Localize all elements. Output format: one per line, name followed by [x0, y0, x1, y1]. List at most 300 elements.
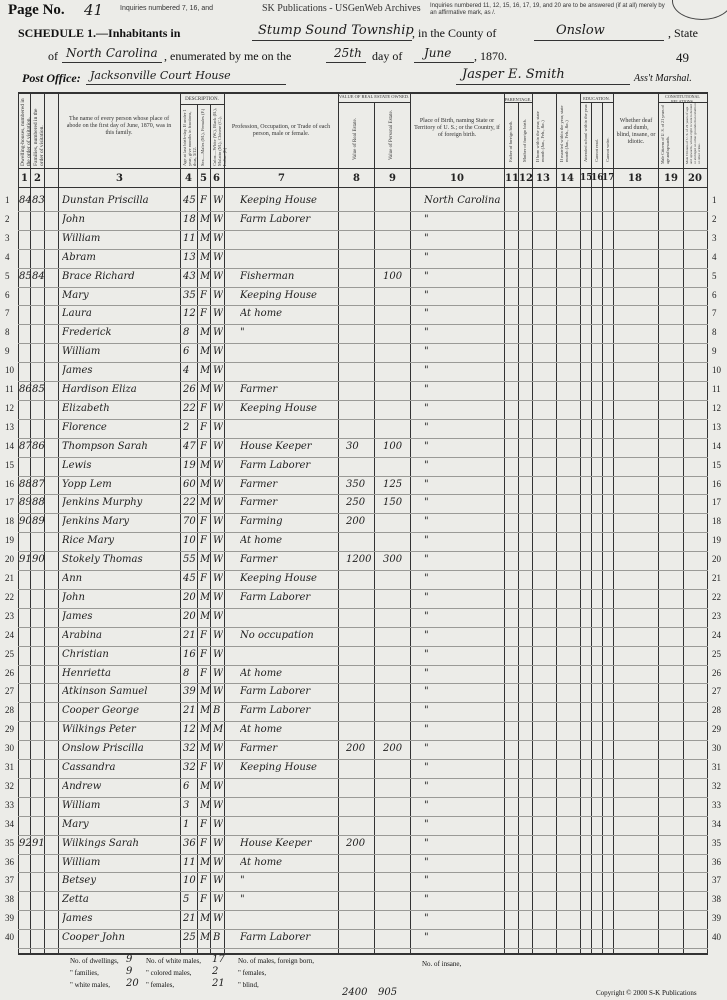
person-sex: F [200, 289, 207, 301]
birthplace: " [424, 705, 429, 717]
person-color: W [213, 516, 224, 528]
person-name: Christian [62, 648, 109, 660]
person-sex: F [200, 516, 207, 528]
birthplace: North Carolina [424, 195, 501, 206]
person-sex: F [200, 440, 207, 452]
line-number-right: 10 [712, 365, 721, 376]
occupation: Farm Laborer [240, 932, 311, 944]
col-line [197, 105, 198, 954]
column-number: 17 [602, 173, 615, 183]
column-number: 3 [116, 173, 123, 184]
person-sex: F [200, 762, 207, 773]
col-line [180, 92, 181, 954]
family-number: 90 [32, 554, 45, 566]
col-deaf-header: Whether deaf and dumb, blind, insane, or idiotic. [616, 118, 656, 145]
line-number-right: 38 [712, 894, 721, 905]
person-age: 11 [183, 856, 196, 868]
line-number-left: 38 [5, 894, 14, 905]
person-color: W [213, 384, 224, 395]
line-number-right: 20 [712, 554, 721, 565]
person-sex: F [200, 648, 207, 660]
row-rule [18, 929, 708, 930]
county-underline [534, 40, 664, 41]
occupation: Fisherman [240, 270, 295, 282]
birthplace: " [424, 289, 429, 301]
person-color: W [213, 402, 224, 414]
person-name: Dunstan Priscilla [62, 195, 149, 206]
col-school-header: Attended school within the year. [583, 103, 588, 162]
line-number-left: 29 [5, 724, 14, 735]
person-color: W [213, 497, 224, 509]
footer-white-males-label: No. of white males, [146, 957, 202, 965]
line-number-right: 26 [712, 667, 721, 678]
row-rule [18, 551, 708, 552]
birthplace: " [424, 932, 429, 944]
row-rule [18, 249, 708, 250]
line-number-right: 40 [712, 932, 721, 943]
line-number-left: 26 [5, 667, 14, 678]
row-rule [18, 513, 708, 514]
person-age: 10 [183, 535, 196, 547]
birthplace: " [424, 629, 429, 641]
person-age: 20 [183, 591, 196, 603]
col-line [338, 92, 339, 954]
occupation: Keeping House [240, 289, 317, 301]
occupation: Farmer [240, 743, 278, 755]
footer-females-label: " females, [238, 969, 267, 977]
row-rule [18, 872, 708, 873]
family-number: 91 [32, 837, 45, 849]
real-estate-value: 30 [346, 440, 359, 452]
person-name: Elizabeth [62, 402, 110, 414]
occupation: Farm Laborer [240, 591, 311, 603]
col-sex-header: Sex.—Males (M.), Females (F.) [200, 108, 205, 166]
person-age: 43 [183, 270, 196, 282]
col-line [410, 92, 411, 954]
year: , 1870. [474, 49, 507, 63]
county-label: , in the County of [412, 26, 497, 40]
person-name: Rice Mary [62, 535, 115, 547]
person-sex: F [200, 573, 207, 584]
footer-dwellings: 9 [126, 954, 133, 965]
person-age: 3 [183, 799, 190, 811]
person-color: W [213, 573, 224, 584]
occupation: Farm Laborer [240, 686, 311, 698]
line-number-right: 12 [712, 402, 721, 413]
person-sex: M [200, 459, 211, 471]
row-rule [18, 797, 708, 798]
line-number-left: 13 [5, 421, 14, 432]
column-number: 6 [213, 173, 220, 184]
line-number-left: 17 [5, 497, 14, 508]
birthplace: " [424, 799, 429, 811]
column-number: 10 [450, 173, 464, 184]
occupation: Keeping House [240, 762, 317, 773]
line-number-left: 35 [5, 837, 14, 848]
table-bottom-border [18, 953, 708, 955]
row-rule [18, 419, 708, 420]
person-name: Stokely Thomas [62, 554, 143, 566]
line-number-left: 3 [5, 232, 10, 243]
person-color: W [213, 421, 224, 433]
real-estate-value: 200 [346, 837, 366, 849]
person-name: John [62, 591, 85, 603]
person-name: Cassandra [62, 762, 116, 773]
col-line [504, 92, 505, 954]
line-number-left: 2 [5, 213, 10, 224]
person-age: 45 [183, 195, 196, 206]
person-age: 21 [183, 629, 196, 641]
person-name: Ann [62, 573, 83, 584]
line-number-right: 35 [712, 837, 721, 848]
person-age: 21 [183, 913, 196, 925]
col-real-estate-header: Value of Real Estate. [353, 118, 358, 160]
day-of-label: day of [372, 49, 403, 63]
line-number-right: 18 [712, 516, 721, 527]
person-sex: M [200, 705, 211, 717]
person-color: B [213, 932, 221, 944]
person-sex: F [200, 875, 207, 887]
birthplace: " [424, 724, 429, 736]
line-number-left: 36 [5, 856, 14, 867]
row-rule [18, 400, 708, 401]
row-rule [18, 646, 708, 647]
person-age: 22 [183, 402, 196, 414]
personal-estate-value: 150 [383, 497, 403, 509]
row-rule [18, 683, 708, 684]
col-mother-foreign-header: Mother of foreign birth. [522, 119, 527, 162]
col-line [556, 92, 557, 954]
line-number-right: 4 [712, 251, 717, 262]
dwelling-number: 86 [19, 384, 32, 395]
line-number-left: 16 [5, 478, 14, 489]
line-number-left: 15 [5, 459, 14, 470]
person-sex: M [200, 856, 211, 868]
footer-insane-label: No. of insane, [422, 960, 462, 968]
person-color: W [213, 743, 224, 755]
line-number-right: 11 [712, 384, 721, 394]
person-color: W [213, 251, 224, 263]
col-born-within-year-header: If born within the year, state month (Jan., Feb., &c.) [535, 111, 545, 162]
birthplace: " [424, 365, 429, 377]
line-number-right: 7 [712, 308, 717, 319]
birthplace: " [424, 818, 429, 830]
footer-white-females: 20 [126, 978, 139, 989]
person-age: 32 [183, 762, 196, 773]
person-name: James [62, 610, 93, 622]
footer-dwellings-label: No. of dwellings, [70, 957, 119, 965]
col-color-header: Color.—White (W.), Black (B.), Mulatto (M.), Chinese (C.), Indian (I.) [212, 108, 227, 166]
row-rule [18, 948, 708, 949]
line-number-right: 9 [712, 346, 717, 357]
col-value-header: VALUE OF REAL ESTATE OWNED. [338, 94, 410, 99]
birthplace: " [424, 213, 429, 225]
person-name: John [62, 213, 85, 225]
line-number-right: 19 [712, 535, 721, 546]
person-sex: F [200, 818, 207, 830]
birthplace: " [424, 384, 429, 395]
person-color: W [213, 780, 224, 792]
state-underline [62, 62, 162, 63]
personal-estate-value: 300 [383, 554, 403, 566]
birthplace: " [424, 591, 429, 603]
person-sex: M [200, 932, 211, 944]
line-number-right: 8 [712, 327, 717, 338]
person-sex: M [200, 799, 211, 811]
birthplace: " [424, 762, 429, 773]
footer-colored-males: 2 [212, 966, 219, 977]
dwelling-number: 84 [19, 195, 32, 206]
description-subline [180, 104, 224, 105]
col-line [658, 92, 659, 954]
line-number-right: 39 [712, 913, 721, 924]
person-sex: M [200, 232, 211, 244]
occupation: At home [240, 724, 283, 736]
col-birthplace-header: Place of Birth, naming State or Territory of U. S.; or the Country, if of foreign birth. [414, 118, 500, 138]
person-name: Florence [62, 421, 107, 433]
person-color: W [213, 440, 224, 452]
line-number-left: 4 [5, 251, 10, 262]
column-number: 8 [353, 173, 360, 184]
real-estate-value: 250 [346, 497, 366, 509]
person-color: W [213, 535, 224, 547]
line-number-left: 5 [5, 270, 10, 281]
marshal-underline [456, 84, 630, 85]
line-number-left: 1 [5, 195, 10, 205]
person-color: W [213, 799, 224, 811]
occupation: At home [240, 667, 283, 679]
person-age: 26 [183, 384, 196, 395]
row-rule [18, 816, 708, 817]
person-sex: F [200, 629, 207, 641]
person-name: Wilkings Peter [62, 724, 136, 736]
footer-females2-label: " females, [146, 981, 175, 989]
real-estate-value: 200 [346, 516, 366, 528]
footer-females2: 21 [212, 978, 225, 989]
person-name: Yopp Lem [62, 478, 112, 490]
person-color: W [213, 837, 224, 849]
birthplace: " [424, 421, 429, 433]
person-sex: M [200, 327, 211, 339]
row-rule [18, 778, 708, 779]
line-number-left: 8 [5, 327, 10, 338]
birthplace: " [424, 837, 429, 849]
state: North Carolina [66, 46, 158, 60]
dwelling-number: 91 [19, 554, 32, 566]
person-age: 35 [183, 289, 196, 301]
row-rule [18, 287, 708, 288]
line-number-right: 6 [712, 289, 717, 300]
family-number: 84 [32, 270, 45, 282]
person-sex: M [200, 686, 211, 698]
column-number: 11 [505, 173, 519, 184]
person-sex: F [200, 421, 207, 433]
footer-families-label: " families, [70, 969, 99, 977]
seal-stamp [672, 0, 727, 20]
footer-colored-males-label: " colored males, [146, 969, 192, 977]
person-age: 11 [183, 232, 196, 244]
person-name: Zetta [62, 894, 89, 906]
person-name: Jenkins Murphy [62, 497, 143, 509]
birthplace: " [424, 251, 429, 263]
occupation: Farmer [240, 478, 278, 490]
line-number-left: 24 [5, 629, 14, 640]
line-number-right: 24 [712, 629, 721, 640]
post-office-underline [86, 84, 286, 85]
line-number-left: 9 [5, 346, 10, 357]
person-name: Arabina [62, 629, 102, 641]
person-color: W [213, 591, 224, 603]
row-rule [18, 324, 708, 325]
person-sex: M [200, 346, 211, 358]
line-number-left: 20 [5, 554, 14, 565]
person-name: Onslow Priscilla [62, 743, 144, 755]
birthplace: " [424, 780, 429, 792]
person-name: Frederick [62, 327, 112, 339]
person-name: Lewis [62, 459, 92, 471]
person-age: 8 [183, 327, 190, 339]
row-rule [18, 910, 708, 911]
birthplace: " [424, 743, 429, 755]
header-bottom-border [18, 168, 708, 169]
birthplace: " [424, 459, 429, 471]
line-number-left: 18 [5, 516, 14, 527]
family-number: 83 [32, 195, 45, 206]
person-age: 47 [183, 440, 196, 452]
occupation: Keeping House [240, 195, 317, 206]
col-father-foreign-header: Father of foreign birth. [508, 120, 513, 162]
person-sex: F [200, 667, 207, 679]
page-number: 41 [84, 1, 104, 19]
dwelling-number: 89 [19, 497, 32, 509]
line-number-right: 29 [712, 724, 721, 735]
person-age: 36 [183, 837, 196, 849]
column-number: 16 [591, 173, 604, 183]
personal-estate-value: 100 [383, 440, 403, 452]
col-denied-header: Male Citizens of U. S. of 21 years of age and upwards, whose right to vote is denied or abridged on other grounds than rebellion or other crime. [685, 103, 701, 164]
person-name: Henrietta [62, 667, 111, 679]
person-age: 5 [183, 894, 190, 906]
page-label: Page No. [8, 2, 65, 18]
occupation: No occupation [240, 629, 314, 641]
line-number-left: 11 [5, 384, 14, 394]
person-sex: M [200, 384, 211, 395]
col-line [224, 92, 225, 954]
col-description-header: DESCRIPTION. [185, 97, 219, 102]
occupation: House Keeper [240, 837, 312, 849]
watermark: SK Publications - USGenWeb Archives [262, 3, 421, 14]
birthplace: " [424, 875, 429, 887]
col-personal-estate-header: Value of Personal Estate. [389, 110, 394, 160]
person-color: W [213, 459, 224, 471]
person-name: Atkinson Samuel [62, 686, 148, 698]
person-name: Laura [62, 308, 92, 320]
occupation: Farm Laborer [240, 705, 311, 717]
person-color: W [213, 875, 224, 887]
footer-white-males: 17 [212, 954, 225, 965]
person-color: W [213, 213, 224, 225]
person-color: W [213, 327, 224, 339]
row-rule [18, 702, 708, 703]
row-rule [18, 891, 708, 892]
person-name: William [62, 856, 101, 868]
line-number-right: 33 [712, 799, 721, 810]
birthplace: " [424, 270, 429, 282]
line-number-right: 22 [712, 591, 721, 602]
person-age: 22 [183, 497, 196, 509]
person-name: Abram [62, 251, 96, 263]
person-sex: F [200, 402, 207, 414]
occupation: Farmer [240, 554, 278, 566]
person-name: Brace Richard [62, 270, 135, 282]
birthplace: " [424, 516, 429, 528]
person-name: James [62, 365, 93, 377]
line-number-right: 28 [712, 705, 721, 716]
person-sex: M [200, 610, 211, 622]
dwelling-number: 87 [19, 440, 32, 452]
birthplace: " [424, 327, 429, 339]
person-name: Cooper George [62, 705, 139, 717]
person-color: W [213, 232, 224, 244]
line-number-right: 36 [712, 856, 721, 867]
line-number-right: 1 [712, 195, 717, 205]
person-name: Betsey [62, 875, 96, 887]
col-parentage-header: PARENTAGE. [504, 97, 532, 102]
personal-estate-value: 125 [383, 478, 403, 490]
dwelling-number: 85 [19, 270, 32, 282]
row-rule [18, 835, 708, 836]
person-sex: M [200, 497, 211, 509]
value-subline [338, 102, 410, 103]
person-name: William [62, 232, 101, 244]
person-age: 39 [183, 686, 196, 698]
row-rule [18, 362, 708, 363]
birthplace: " [424, 497, 429, 509]
real-estate-value: 1200 [346, 554, 372, 566]
dwelling-number: 88 [19, 478, 32, 490]
row-rule [18, 589, 708, 590]
person-name: Jenkins Mary [62, 516, 130, 528]
post-office-label: Post Office: [22, 71, 81, 85]
col-name-header: The name of every person whose place of abode on the first day of June, 1870, was in this family. [66, 116, 172, 136]
person-sex: M [200, 591, 211, 603]
person-color: W [213, 346, 224, 358]
occupation: Farm Laborer [240, 459, 311, 471]
real-estate-value: 200 [346, 743, 366, 755]
birthplace: " [424, 913, 429, 925]
family-number: 89 [32, 516, 45, 528]
person-color: W [213, 667, 224, 679]
line-number-left: 10 [5, 365, 14, 376]
column-number: 18 [628, 173, 642, 184]
person-color: W [213, 289, 224, 301]
person-color: W [213, 894, 224, 906]
row-rule [18, 740, 708, 741]
row-rule [18, 457, 708, 458]
line-number-right: 34 [712, 818, 721, 829]
occupation: At home [240, 856, 283, 868]
county: Onslow [556, 23, 605, 38]
person-age: 25 [183, 932, 196, 944]
line-number-right: 21 [712, 573, 721, 583]
col-dwellings-header: Dwelling-houses, numbered in the order of visitation. [20, 98, 32, 166]
column-number: 13 [536, 173, 550, 184]
line-number-right: 3 [712, 232, 717, 243]
birthplace: " [424, 535, 429, 547]
row-rule [18, 230, 708, 231]
col-cannot-write-header: Cannot write. [605, 137, 610, 162]
birthplace: " [424, 667, 429, 679]
